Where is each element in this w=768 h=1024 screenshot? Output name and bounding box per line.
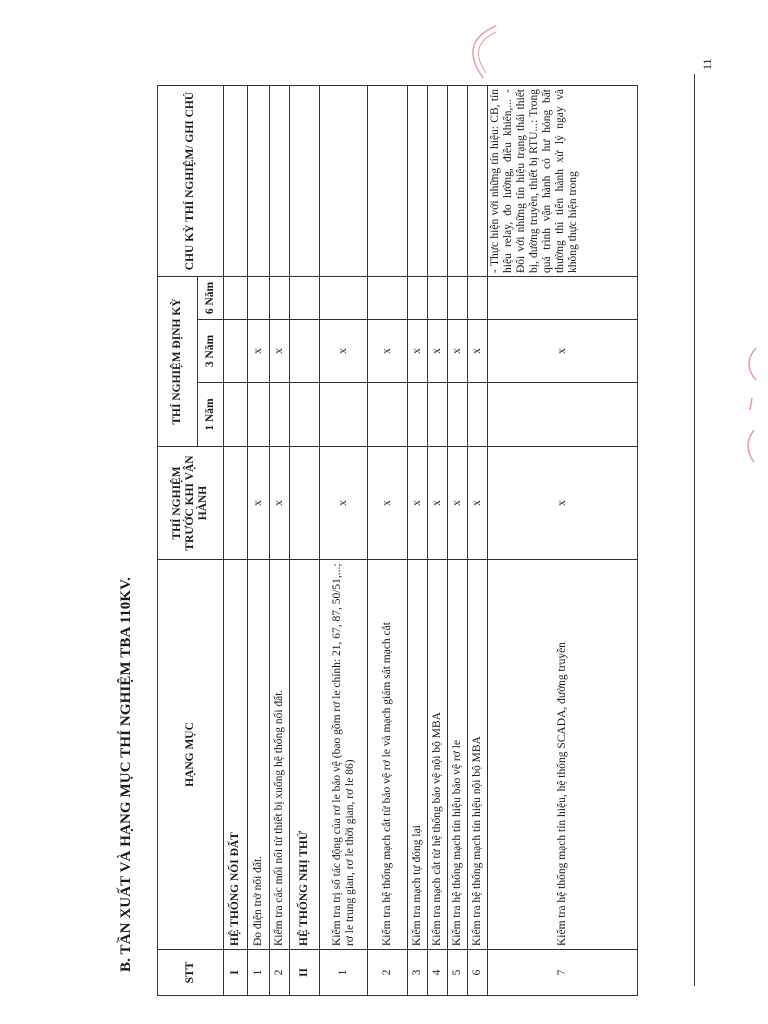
- row-note-empty: [320, 86, 368, 277]
- row-item: Kiểm tra mạch cắt từ hệ thống bảo vệ nội bộ MBA: [428, 560, 448, 950]
- row-6-year-mark: [248, 277, 270, 320]
- section-title: HỆ THỐNG NỐI ĐẤT: [224, 560, 248, 950]
- page-number: 11: [700, 58, 714, 70]
- empty-cell: [290, 277, 320, 320]
- row-number: 7: [488, 950, 638, 996]
- empty-cell: [224, 447, 248, 560]
- row-item: Kiểm tra hệ thống mạch cắt từ bảo vệ rơ le và mạch giám sát mạch cắt: [368, 560, 408, 950]
- empty-cell: [290, 383, 320, 447]
- section-title: HỆ THỐNG NHỊ THỨ: [290, 560, 320, 950]
- empty-cell: [224, 320, 248, 383]
- empty-cell: [290, 447, 320, 560]
- row-pre-operation-mark: x: [488, 447, 638, 560]
- table-row: [270, 86, 290, 996]
- header-item: HẠNG MỤC: [158, 560, 224, 950]
- row-3-year-mark: x: [368, 320, 408, 383]
- row-note-empty: [368, 86, 408, 277]
- row-pre-operation-mark: x: [408, 447, 428, 560]
- row-number: 2: [368, 950, 408, 996]
- row-1-year-mark: [368, 383, 408, 447]
- row-note-empty: [428, 86, 448, 277]
- row-1-year-mark: [488, 383, 638, 447]
- row-pre-operation-mark: x: [320, 447, 368, 560]
- table-body: [158, 86, 638, 996]
- row-number: 3: [408, 950, 428, 996]
- row-6-year-mark: [428, 277, 448, 320]
- row-3-year-mark: x: [248, 320, 270, 383]
- red-stamp-fragment-top: [454, 16, 508, 84]
- row-1-year-mark: [448, 383, 468, 447]
- header-3-year: 3 Năm: [198, 320, 224, 383]
- section-row: [290, 86, 320, 996]
- row-3-year-mark: x: [320, 320, 368, 383]
- section-row: [224, 86, 248, 996]
- row-number: 4: [428, 950, 448, 996]
- row-number: 1: [248, 950, 270, 996]
- header-cycle-note: CHU KỲ THÍ NGHIỆM/ GHI CHÚ: [158, 86, 224, 277]
- test-items-table: [157, 85, 638, 996]
- empty-cell: [224, 86, 248, 277]
- stamp-seal-icon: [454, 16, 505, 84]
- row-item: Kiểm tra hệ thống mạch tín hiệu nội bộ MBA: [468, 560, 488, 950]
- row-3-year-mark: x: [408, 320, 428, 383]
- row-note-empty: [448, 86, 468, 277]
- row-note-empty: [468, 86, 488, 277]
- table-row: [428, 86, 448, 996]
- stamp-marks-icon: [740, 344, 766, 464]
- row-6-year-mark: [488, 277, 638, 320]
- header-1-year: 1 Năm: [198, 383, 224, 447]
- row-1-year-mark: [270, 383, 290, 447]
- row-item: Kiểm tra mạch tự đóng lại: [408, 560, 428, 950]
- row-note: - Thực hiện với những tín hiệu: CB, tín hiệu relay, đo lường, điều khiển,... - Đối với những tín hiệu trạng thái thiết bị, đường truyền, thiết bị RTU...: Trong quá trình vận hành có hư hỏng bất thường thì tiến hành xử lý ngay và không thực hiện trong: [488, 86, 638, 277]
- row-1-year-mark: [468, 383, 488, 447]
- row-1-year-mark: [248, 383, 270, 447]
- row-6-year-mark: [368, 277, 408, 320]
- row-note-empty: [408, 86, 428, 277]
- row-pre-operation-mark: x: [270, 447, 290, 560]
- row-item: Đo điện trở nối đất.: [248, 560, 270, 950]
- footer-line: [694, 74, 695, 986]
- table-row: [248, 86, 270, 996]
- row-number: 6: [468, 950, 488, 996]
- row-item: Kiểm tra trị số tác động của rơ le bảo vệ (bao gồm rơ le chính: 21, 67, 87, 50/51,...; rơ le trung gian, rơ le thời gian, rơ le 86): [320, 560, 368, 950]
- section-heading: B. TẦN XUẤT VÀ HẠNG MỤC THÍ NGHIỆM TBA 110KV.: [118, 577, 134, 972]
- row-3-year-mark: x: [488, 320, 638, 383]
- empty-cell: [290, 320, 320, 383]
- row-note-empty: [270, 86, 290, 277]
- row-1-year-mark: [408, 383, 428, 447]
- row-1-year-mark: [320, 383, 368, 447]
- row-pre-operation-mark: x: [248, 447, 270, 560]
- row-6-year-mark: [320, 277, 368, 320]
- table-row: [368, 86, 408, 996]
- header-6-year: 6 Năm: [198, 277, 224, 320]
- row-pre-operation-mark: x: [448, 447, 468, 560]
- header-row-1: [158, 86, 198, 996]
- row-number: 5: [448, 950, 468, 996]
- row-6-year-mark: [448, 277, 468, 320]
- row-pre-operation-mark: x: [368, 447, 408, 560]
- row-3-year-mark: x: [270, 320, 290, 383]
- header-pre-operation: THÍ NGHIỆM TRƯỚC KHI VẬN HÀNH: [158, 447, 224, 560]
- section-number: II: [290, 950, 320, 996]
- row-number: 1: [320, 950, 368, 996]
- table-row: [320, 86, 368, 996]
- row-item: Kiểm tra hệ thống mạch tín hiệu bảo vệ rơ le: [448, 560, 468, 950]
- row-6-year-mark: [270, 277, 290, 320]
- row-3-year-mark: x: [468, 320, 488, 383]
- table-row: [468, 86, 488, 996]
- row-pre-operation-mark: x: [468, 447, 488, 560]
- section-number: I: [224, 950, 248, 996]
- row-item: Kiểm tra hệ thống mạch tín hiệu, hệ thống SCADA, đường truyền: [488, 560, 638, 950]
- header-periodic: THÍ NGHIỆM ĐỊNH KỲ: [158, 277, 198, 447]
- empty-cell: [290, 86, 320, 277]
- red-stamp-fragment-bottom: [740, 344, 768, 464]
- row-item: Kiểm tra các mối nối từ thiết bị xuống hệ thống nối đất.: [270, 560, 290, 950]
- table-row: [448, 86, 468, 996]
- empty-cell: [224, 383, 248, 447]
- row-1-year-mark: [428, 383, 448, 447]
- table-row: [408, 86, 428, 996]
- row-note-empty: [248, 86, 270, 277]
- row-3-year-mark: x: [428, 320, 448, 383]
- table-row: [488, 86, 638, 996]
- header-stt: STT: [158, 950, 224, 996]
- row-6-year-mark: [408, 277, 428, 320]
- empty-cell: [224, 277, 248, 320]
- row-number: 2: [270, 950, 290, 996]
- row-6-year-mark: [468, 277, 488, 320]
- row-3-year-mark: x: [448, 320, 468, 383]
- row-pre-operation-mark: x: [428, 447, 448, 560]
